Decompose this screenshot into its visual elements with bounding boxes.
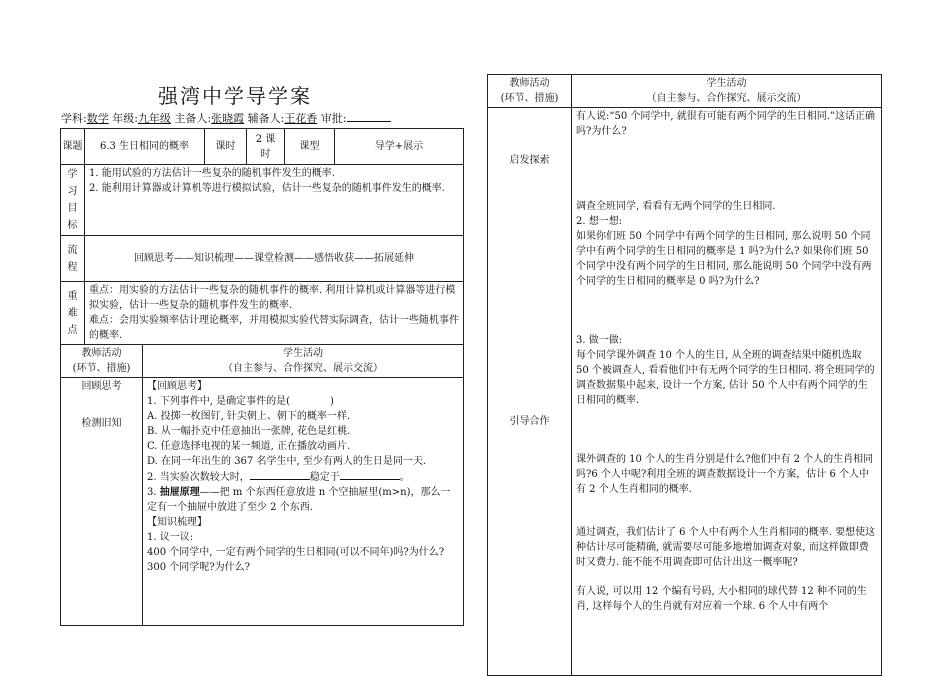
paragraph: 3. 做一做: xyxy=(576,335,623,346)
option-c: C. 任意选择电视的某一频道, 正在播放动画片. xyxy=(147,441,351,452)
stage-review: 回顾思考 xyxy=(81,381,122,392)
option-d: D. 在同一年出生的 367 名学生中, 至少有两人的生日是同一天. xyxy=(147,456,426,467)
key-point: 重点：用实验的方法估计一些复杂的随机事件的概率. 利用计算机或计算器等进行模拟实验，估计一些复杂的随机事件发生的概率. xyxy=(89,285,456,311)
paragraph: 有人说, 可以用 12 个编有号码, 大小相同的球代替 12 种不同的生肖, 这样每个人的生肖就有对应着一个球. 6 个人中有两个 xyxy=(576,586,867,612)
section-heading: 【知识梳理】 xyxy=(147,517,207,528)
subject-value: 数学 xyxy=(86,112,109,125)
subject-label: 学科: xyxy=(61,112,87,125)
grade-label: 年级: xyxy=(112,112,138,125)
stage-column xyxy=(488,108,572,676)
option-a: A. 投掷一枚图钉, 针尖朝上、朝下的概率一样. xyxy=(147,411,351,422)
topic-value: 6.3 生日相同的概率 xyxy=(85,129,205,165)
section-heading: 【回顾思考】 xyxy=(147,381,207,392)
student-activity-header: 学生活动 （自主参与、合作探究、展示交流） xyxy=(572,75,882,108)
preparer-label: 主备人: xyxy=(174,112,212,125)
activity-content xyxy=(572,108,882,676)
blank-line xyxy=(340,469,400,480)
flow-label: 流 程 xyxy=(61,236,85,282)
page-title: 强湾中学导学案 xyxy=(158,84,312,108)
review-label: 审批: xyxy=(320,112,347,125)
header-meta xyxy=(61,110,391,126)
type-label: 课型 xyxy=(285,129,335,165)
topic-label: 课题 xyxy=(61,129,85,165)
review-blank xyxy=(347,111,391,122)
left-lesson-table xyxy=(60,128,464,626)
goals-content xyxy=(85,165,464,236)
paragraph: 有人说:“50 个同学中, 就很有可能有两个同学的生日相同.”这话正确吗?为什么? xyxy=(576,111,876,137)
paragraph: 如果你们班 50 个同学中有两个同学的生日相同, 那么说明 50 个同学中有两个同学的生日相同的概率是 1 吗?为什么? 如果你们班 50 个同学中没有两个同学的生日相同, 那么能说明 50 个同学中没有两个同学的生日相同的概率是 0 吗?为什么? xyxy=(576,231,872,287)
stage-check: 检测旧知 xyxy=(81,418,122,429)
question-3: 3. 抽屉原理——把 m 个东西任意放进 n 个空抽屉里(m>n)，那么一定有一个抽屉中放进了至少 2 个东西. xyxy=(147,487,451,513)
assistant-label: 辅备人: xyxy=(247,112,285,125)
option-b: B. 从一幅扑克中任意抽出一张牌, 花色是红桃. xyxy=(147,426,351,437)
teacher-activity-header: 教师活动 (环节、措施) xyxy=(61,345,143,378)
key-content xyxy=(85,282,464,345)
period-label: 课时 xyxy=(205,129,247,165)
paragraph: 通过调查，我们估计了 6 个人中有两个人生肖相同的概率. 要想使这种估计尽可能精确, 就需要尽可能多地增加调查对象, 而这样做即费时又费力. 能不能不用调查即可估计出这一概率呢? xyxy=(576,527,876,568)
paragraph: 调查全班同学, 看看有无两个同学的生日相同. xyxy=(576,201,776,212)
difficult-point: 难点：会用实验频率估计理论概率，并用模拟实验代替实际调查，估计一些随机事件的概率. xyxy=(89,315,459,341)
stage-cooperate: 引导合作 xyxy=(509,416,550,427)
discuss-item: 1. 议一议: xyxy=(147,532,194,543)
blank-line xyxy=(250,469,310,480)
goal-item: 2. 能利用计算器或计算机等进行模拟试验，估计一些复杂的随机事件发生的概率. xyxy=(89,183,445,194)
flow-content: 回顾思考——知识梳理——课堂检测——感悟收获——拓展延伸 xyxy=(85,236,464,282)
goal-item: 1. 能用试验的方法估计一些复杂的随机事件发生的概率. xyxy=(89,168,335,179)
assistant-value: 王花香 xyxy=(284,112,318,125)
grade-value: 九年级 xyxy=(137,112,171,125)
stage-explore: 启发探索 xyxy=(509,155,550,166)
question-1: 1. 下列事件中, 是确定事件的是( ) xyxy=(147,396,334,407)
teacher-activity-header: 教师活动 (环节、措施) xyxy=(488,75,572,108)
review-content xyxy=(143,378,464,626)
paragraph: 2. 想一想: xyxy=(576,216,623,227)
stage-column xyxy=(61,378,143,626)
discuss-question: 400 个同学中, 一定有两个同学的生日相同(可以不同年)吗?为什么? 300 个同学呢?为什么? xyxy=(147,547,445,573)
goals-label: 学 习 目 标 xyxy=(61,165,85,236)
key-label: 重 难 点 xyxy=(61,282,85,345)
type-value: 导学+展示 xyxy=(335,129,464,165)
paragraph: 每个同学课外调查 10 个人的生日, 从全班的调查结果中随机选取 50 个被调查人, 看看他们中有无两个同学的生日相同. 将全班同学的调查数据集中起来, 设计一个方案, 估计 50 个人中有两个同学的生日相同的概率. xyxy=(576,350,875,406)
period-value: 2 课时 xyxy=(247,129,285,165)
paragraph: 课外调查的 10 个人的生肖分别是什么?他们中有 2 个人的生肖相同吗?6 个人中呢?利用全班的调查数据设计一个方案，估计 6 个人中有 2 个人生肖相同的概率. xyxy=(576,454,874,495)
student-activity-header: 学生活动 （自主参与、合作探究、展示交流） xyxy=(143,345,464,378)
question-2: 2. 当实验次数较大时， 稳定于 。 xyxy=(147,469,459,485)
right-lesson-table xyxy=(487,74,882,676)
drawer-principle-term: 抽屉原理 xyxy=(159,487,200,498)
preparer-value: 张晓霞 xyxy=(211,112,245,125)
